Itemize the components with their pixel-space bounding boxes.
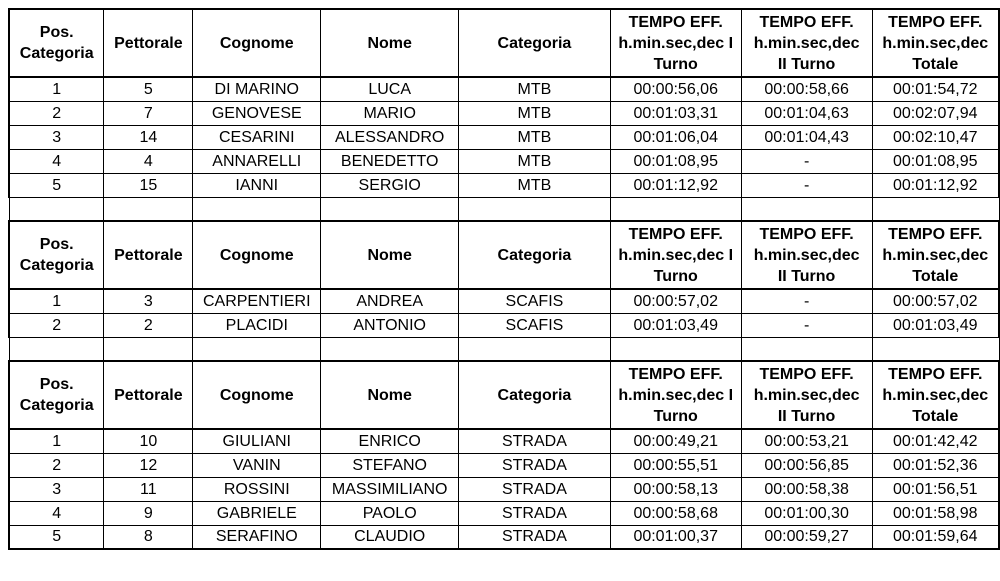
header-tempo-turno-2-text: h.min.sec,dec [753,34,860,52]
header-pos-categoria-text: Pos. [39,24,74,41]
cell-tempo-turno-2: 00:01:00,30 [741,501,872,525]
header-tempo-turno-1-text: h.min.sec,dec I [618,34,734,52]
header-tempo-turno-2 [741,9,872,77]
header-tempo-totale [872,361,999,429]
cell-categoria: MTB [459,77,611,101]
empty-cell [104,197,193,221]
header-tempo-turno-2-text: II Turno [777,55,836,73]
cell-pos: 4 [9,149,104,173]
cell-pos: 2 [9,101,104,125]
cell-pos: 1 [9,429,104,453]
header-pos-categoria-text: Categoria [19,397,94,414]
header-tempo-totale-text: TEMPO EFF. [888,365,983,383]
cell-tempo-turno-1: 00:01:00,37 [610,525,741,549]
header-cognome [193,221,321,289]
table-row [9,101,999,125]
header-tempo-totale-text: h.min.sec,dec [882,34,989,52]
cell-pettorale: 8 [104,525,193,549]
header-tempo-turno-1-text: h.min.sec,dec I [618,386,734,404]
empty-cell [104,337,193,361]
cell-categoria: MTB [459,125,611,149]
header-row [9,221,999,289]
header-tempo-totale-text: h.min.sec,dec [882,246,989,264]
cell-tempo-turno-1: 00:00:58,68 [610,501,741,525]
header-tempo-turno-1-text: TEMPO EFF. [628,225,723,243]
cell-cognome: GABRIELE [193,501,321,525]
empty-cell [610,197,741,221]
header-pos-categoria-text: Categoria [19,257,94,274]
table-row [9,477,999,501]
cell-tempo-turno-2: 00:00:53,21 [741,429,872,453]
cell-nome: BENEDETTO [321,149,459,173]
cell-categoria: STRADA [459,501,611,525]
header-categoria [459,221,611,289]
cell-pettorale: 11 [104,477,193,501]
header-tempo-turno-1-text: Turno [653,267,698,285]
cell-tempo-turno-1: 00:00:58,13 [610,477,741,501]
cell-nome: ENRICO [321,429,459,453]
cell-tempo-totale: 00:00:57,02 [872,289,999,313]
cell-tempo-turno-1: 00:01:08,95 [610,149,741,173]
cell-categoria: SCAFIS [459,313,611,337]
cell-categoria: STRADA [459,525,611,549]
header-tempo-turno-2-text: TEMPO EFF. [759,365,854,383]
table-row [9,313,999,337]
header-categoria-text: Categoria [497,34,572,52]
cell-pos: 2 [9,453,104,477]
cell-tempo-totale: 00:02:10,47 [872,125,999,149]
empty-cell [872,197,999,221]
header-pos-categoria-text: Categoria [19,45,94,62]
empty-cell [610,337,741,361]
empty-cell [741,197,872,221]
cell-tempo-turno-1: 00:01:03,31 [610,101,741,125]
empty-cell [193,197,321,221]
table-row [9,289,999,313]
header-pettorale [104,221,193,289]
empty-cell [193,337,321,361]
cell-cognome: IANNI [193,173,321,197]
empty-cell [872,337,999,361]
cell-tempo-totale: 00:01:59,64 [872,525,999,549]
cell-pettorale: 2 [104,313,193,337]
header-tempo-turno-2-text: II Turno [777,267,836,285]
header-tempo-totale-text: h.min.sec,dec [882,386,989,404]
header-nome [321,361,459,429]
header-cognome [193,361,321,429]
cell-categoria: MTB [459,149,611,173]
cell-pettorale: 7 [104,101,193,125]
header-nome [321,9,459,77]
cell-tempo-totale: 00:01:54,72 [872,77,999,101]
cell-tempo-turno-2: 00:01:04,63 [741,101,872,125]
cell-cognome: CESARINI [193,125,321,149]
cell-tempo-totale: 00:01:56,51 [872,477,999,501]
cell-tempo-turno-1: 00:01:12,92 [610,173,741,197]
cell-nome: ANDREA [321,289,459,313]
header-row [9,361,999,429]
header-tempo-totale-text: Totale [912,407,959,425]
header-nome [321,221,459,289]
cell-categoria: MTB [459,101,611,125]
table-row [9,125,999,149]
cell-cognome: GENOVESE [193,101,321,125]
cell-tempo-totale: 00:02:07,94 [872,101,999,125]
header-pettorale [104,361,193,429]
header-tempo-turno-2-text: TEMPO EFF. [759,13,854,31]
cell-pettorale: 10 [104,429,193,453]
header-pettorale-text: Pettorale [114,246,183,264]
cell-tempo-turno-2: 00:00:59,27 [741,525,872,549]
header-cognome-text: Cognome [219,246,294,264]
cell-pos: 1 [9,289,104,313]
header-categoria-text: Categoria [497,386,572,404]
cell-categoria: STRADA [459,453,611,477]
cell-tempo-turno-1: 00:01:06,04 [610,125,741,149]
cell-tempo-turno-2: 00:00:56,85 [741,453,872,477]
header-pos-categoria-text: Pos. [39,236,74,253]
cell-cognome: SERAFINO [193,525,321,549]
cell-tempo-turno-1: 00:00:55,51 [610,453,741,477]
header-tempo-turno-2-text: h.min.sec,dec [753,386,860,404]
header-tempo-turno-1-text: TEMPO EFF. [628,365,723,383]
header-pos-categoria [9,221,104,289]
header-tempo-totale [872,221,999,289]
cell-nome: PAOLO [321,501,459,525]
cell-pettorale: 9 [104,501,193,525]
cell-tempo-totale: 00:01:08,95 [872,149,999,173]
header-cognome-text: Cognome [219,386,294,404]
table-row [9,525,999,549]
cell-categoria: STRADA [459,477,611,501]
cell-pettorale: 3 [104,289,193,313]
cell-tempo-totale: 00:01:42,42 [872,429,999,453]
empty-cell [321,337,459,361]
cell-tempo-turno-2: 00:01:04,43 [741,125,872,149]
header-nome-text: Nome [367,34,412,52]
spacer-row [9,337,999,361]
table-row [9,429,999,453]
cell-nome: MARIO [321,101,459,125]
results-table [8,8,1000,550]
cell-tempo-turno-1: 00:00:56,06 [610,77,741,101]
cell-tempo-turno-1: 00:01:03,49 [610,313,741,337]
header-tempo-turno-2 [741,361,872,429]
cell-cognome: PLACIDI [193,313,321,337]
header-tempo-turno-1 [610,361,741,429]
cell-tempo-totale: 00:01:12,92 [872,173,999,197]
cell-tempo-totale: 00:01:03,49 [872,313,999,337]
table-row [9,501,999,525]
cell-nome: STEFANO [321,453,459,477]
header-tempo-totale-text: TEMPO EFF. [888,13,983,31]
header-tempo-turno-2 [741,221,872,289]
header-categoria [459,361,611,429]
empty-cell [459,197,611,221]
spacer-row [9,197,999,221]
header-tempo-turno-1 [610,221,741,289]
empty-cell [9,197,104,221]
header-row [9,9,999,77]
cell-tempo-turno-2: 00:00:58,38 [741,477,872,501]
table-row [9,149,999,173]
cell-tempo-totale: 00:01:58,98 [872,501,999,525]
cell-nome: CLAUDIO [321,525,459,549]
table-row [9,453,999,477]
cell-pos: 3 [9,477,104,501]
header-cognome-text: Cognome [219,34,294,52]
header-pettorale-text: Pettorale [114,34,183,52]
cell-tempo-turno-1: 00:00:49,21 [610,429,741,453]
cell-cognome: CARPENTIERI [193,289,321,313]
header-tempo-turno-1-text: Turno [653,55,698,73]
cell-pos: 1 [9,77,104,101]
header-tempo-totale-text: Totale [912,55,959,73]
cell-cognome: GIULIANI [193,429,321,453]
table-row [9,77,999,101]
table-row [9,173,999,197]
cell-tempo-turno-2: - [741,149,872,173]
header-nome-text: Nome [367,246,412,264]
header-tempo-turno-2-text: h.min.sec,dec [753,246,860,264]
header-tempo-turno-1-text: Turno [653,407,698,425]
cell-pos: 4 [9,501,104,525]
empty-cell [741,337,872,361]
header-pos-categoria [9,361,104,429]
header-tempo-turno-1-text: TEMPO EFF. [628,13,723,31]
header-tempo-turno-1 [610,9,741,77]
cell-pos: 5 [9,173,104,197]
cell-nome: MASSIMILIANO [321,477,459,501]
header-tempo-turno-2-text: TEMPO EFF. [759,225,854,243]
cell-categoria: SCAFIS [459,289,611,313]
header-tempo-turno-2-text: II Turno [777,407,836,425]
cell-tempo-turno-2: - [741,313,872,337]
header-pettorale-text: Pettorale [114,386,183,404]
cell-tempo-turno-2: 00:00:58,66 [741,77,872,101]
header-cognome [193,9,321,77]
cell-nome: LUCA [321,77,459,101]
header-tempo-turno-1-text: h.min.sec,dec I [618,246,734,264]
header-pos-categoria-text: Pos. [39,376,74,393]
cell-pettorale: 15 [104,173,193,197]
header-tempo-totale [872,9,999,77]
cell-nome: ANTONIO [321,313,459,337]
cell-pettorale: 5 [104,77,193,101]
cell-cognome: ANNARELLI [193,149,321,173]
header-pos-categoria [9,9,104,77]
cell-pettorale: 14 [104,125,193,149]
header-tempo-totale-text: TEMPO EFF. [888,225,983,243]
cell-tempo-turno-2: - [741,289,872,313]
cell-pos: 2 [9,313,104,337]
cell-pos: 5 [9,525,104,549]
cell-categoria: STRADA [459,429,611,453]
cell-tempo-turno-2: - [741,173,872,197]
empty-cell [459,337,611,361]
cell-pettorale: 12 [104,453,193,477]
header-categoria-text: Categoria [497,246,572,264]
cell-tempo-totale: 00:01:52,36 [872,453,999,477]
empty-cell [321,197,459,221]
cell-nome: SERGIO [321,173,459,197]
cell-cognome: VANIN [193,453,321,477]
cell-categoria: MTB [459,173,611,197]
cell-cognome: DI MARINO [193,77,321,101]
header-pettorale [104,9,193,77]
cell-pos: 3 [9,125,104,149]
cell-tempo-turno-1: 00:00:57,02 [610,289,741,313]
header-categoria [459,9,611,77]
header-tempo-totale-text: Totale [912,267,959,285]
header-nome-text: Nome [367,386,412,404]
cell-nome: ALESSANDRO [321,125,459,149]
cell-cognome: ROSSINI [193,477,321,501]
cell-pettorale: 4 [104,149,193,173]
empty-cell [9,337,104,361]
